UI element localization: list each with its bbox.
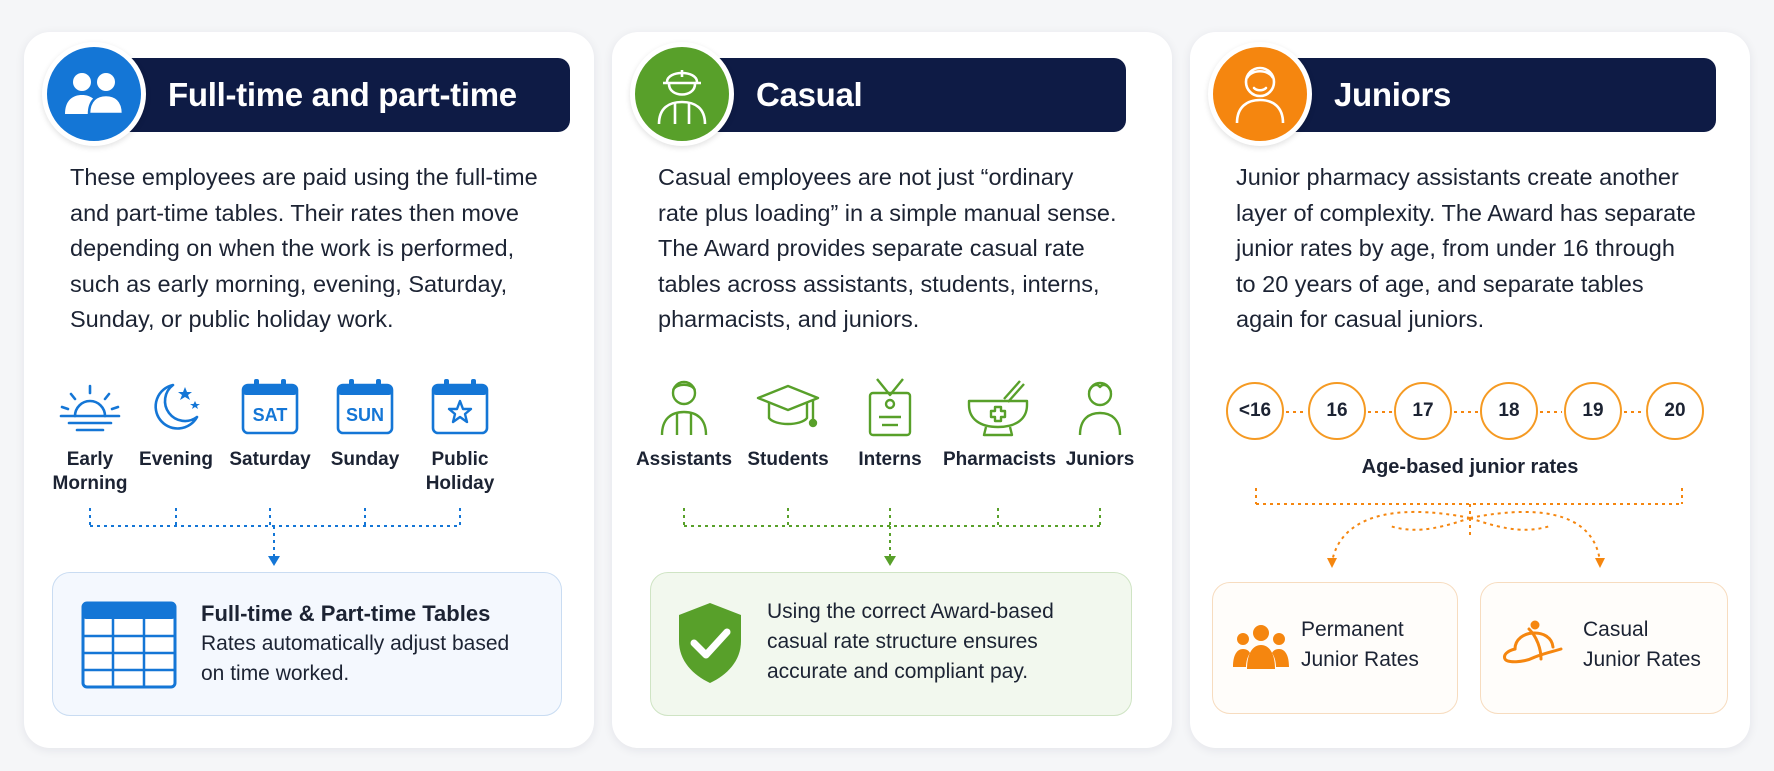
description-line: junior rates by age, from under 16 through (1236, 235, 1675, 261)
box-title: Full-time & Part-time Tables (201, 601, 491, 626)
box-content (767, 597, 1054, 687)
description-line: depending on when the work is performed, (70, 235, 515, 261)
sunday-item: SUN Sunday (310, 372, 420, 472)
juniors-card (1190, 32, 1750, 748)
full-time-part-time-card (24, 32, 594, 748)
description-line: rate plus loading” in a simple manual sense. (658, 199, 1117, 226)
description-line: These employees are paid using the full-time (70, 164, 538, 190)
cap-icon (1501, 619, 1567, 678)
juniors-item: Juniors (1045, 372, 1155, 472)
age-circle: 17 (1394, 382, 1452, 440)
box-content (201, 599, 509, 689)
box-text-line: Using the correct Award-based (767, 600, 1054, 623)
card-title: Full-time and part-time (168, 76, 517, 113)
age-circle: 19 (1564, 382, 1622, 440)
students-item: Students (733, 372, 843, 472)
age-circle: 18 (1480, 382, 1538, 440)
box-text-line: Rates automatically adjust based (201, 632, 510, 655)
assistants-item: Assistants (629, 372, 739, 472)
public-holiday-item: Public Holiday (405, 372, 515, 496)
description-line: again for casual juniors. (1236, 306, 1485, 332)
description-line: such as early morning, evening, Saturday, (70, 270, 508, 297)
description-line: Casual employees are not just “ordinary (658, 164, 1074, 190)
age-caption: Age-based junior rates (1361, 456, 1579, 478)
box-text-line: accurate and compliant pay. (767, 660, 1029, 683)
casual-card (612, 32, 1172, 748)
full-part-time-tables-box (52, 572, 562, 716)
casual-junior-rates-box (1480, 582, 1728, 714)
description-line: The Award provides separate casual rate (658, 235, 1085, 261)
description-line: tables across assistants, students, interns, (658, 270, 1100, 297)
compliance-box (650, 572, 1132, 716)
card-title: Juniors (1334, 76, 1452, 113)
card-title: Casual (756, 76, 863, 113)
pharmacists-item: Pharmacists (943, 372, 1053, 472)
description-line: Junior pharmacy assistants create another (1236, 164, 1679, 190)
calendar-text: SAT (252, 405, 288, 425)
box-text-line: on time worked. (201, 662, 350, 685)
box-text-line: Junior Rates (1301, 648, 1419, 671)
permanent-junior-rates-box (1212, 582, 1458, 714)
interns-item: Interns (835, 372, 945, 472)
description-line: to 20 years of age, and separate tables (1236, 270, 1644, 297)
description-line: layer of complexity. The Award has separate (1236, 199, 1696, 226)
description-line: and part-time tables. Their rates then move (70, 199, 519, 226)
box-text-line: casual rate structure ensures (767, 630, 1038, 653)
connector-lines (612, 32, 1172, 572)
age-circle: <16 (1226, 382, 1284, 440)
age-circle: 16 (1308, 382, 1366, 440)
early-morning-item: Early Morning (35, 372, 145, 496)
evening-item: Evening (121, 372, 231, 472)
box-text-line: Junior Rates (1583, 648, 1701, 671)
box-text-line: Permanent (1301, 618, 1404, 641)
description-line: Sunday, or public holiday work. (70, 306, 394, 332)
connector-lines (1190, 32, 1750, 592)
table-icon (81, 601, 177, 694)
age-circle: 20 (1646, 382, 1704, 440)
group-icon (1233, 623, 1289, 676)
box-content (1583, 615, 1701, 675)
box-text-line: Casual (1583, 618, 1649, 641)
saturday-item: SAT Saturday (215, 372, 325, 472)
description-line: pharmacists, and juniors. (658, 306, 920, 332)
calendar-text: SUN (345, 405, 385, 425)
box-content (1301, 615, 1419, 675)
shield-check-icon (677, 601, 743, 690)
connector-lines (24, 32, 594, 572)
